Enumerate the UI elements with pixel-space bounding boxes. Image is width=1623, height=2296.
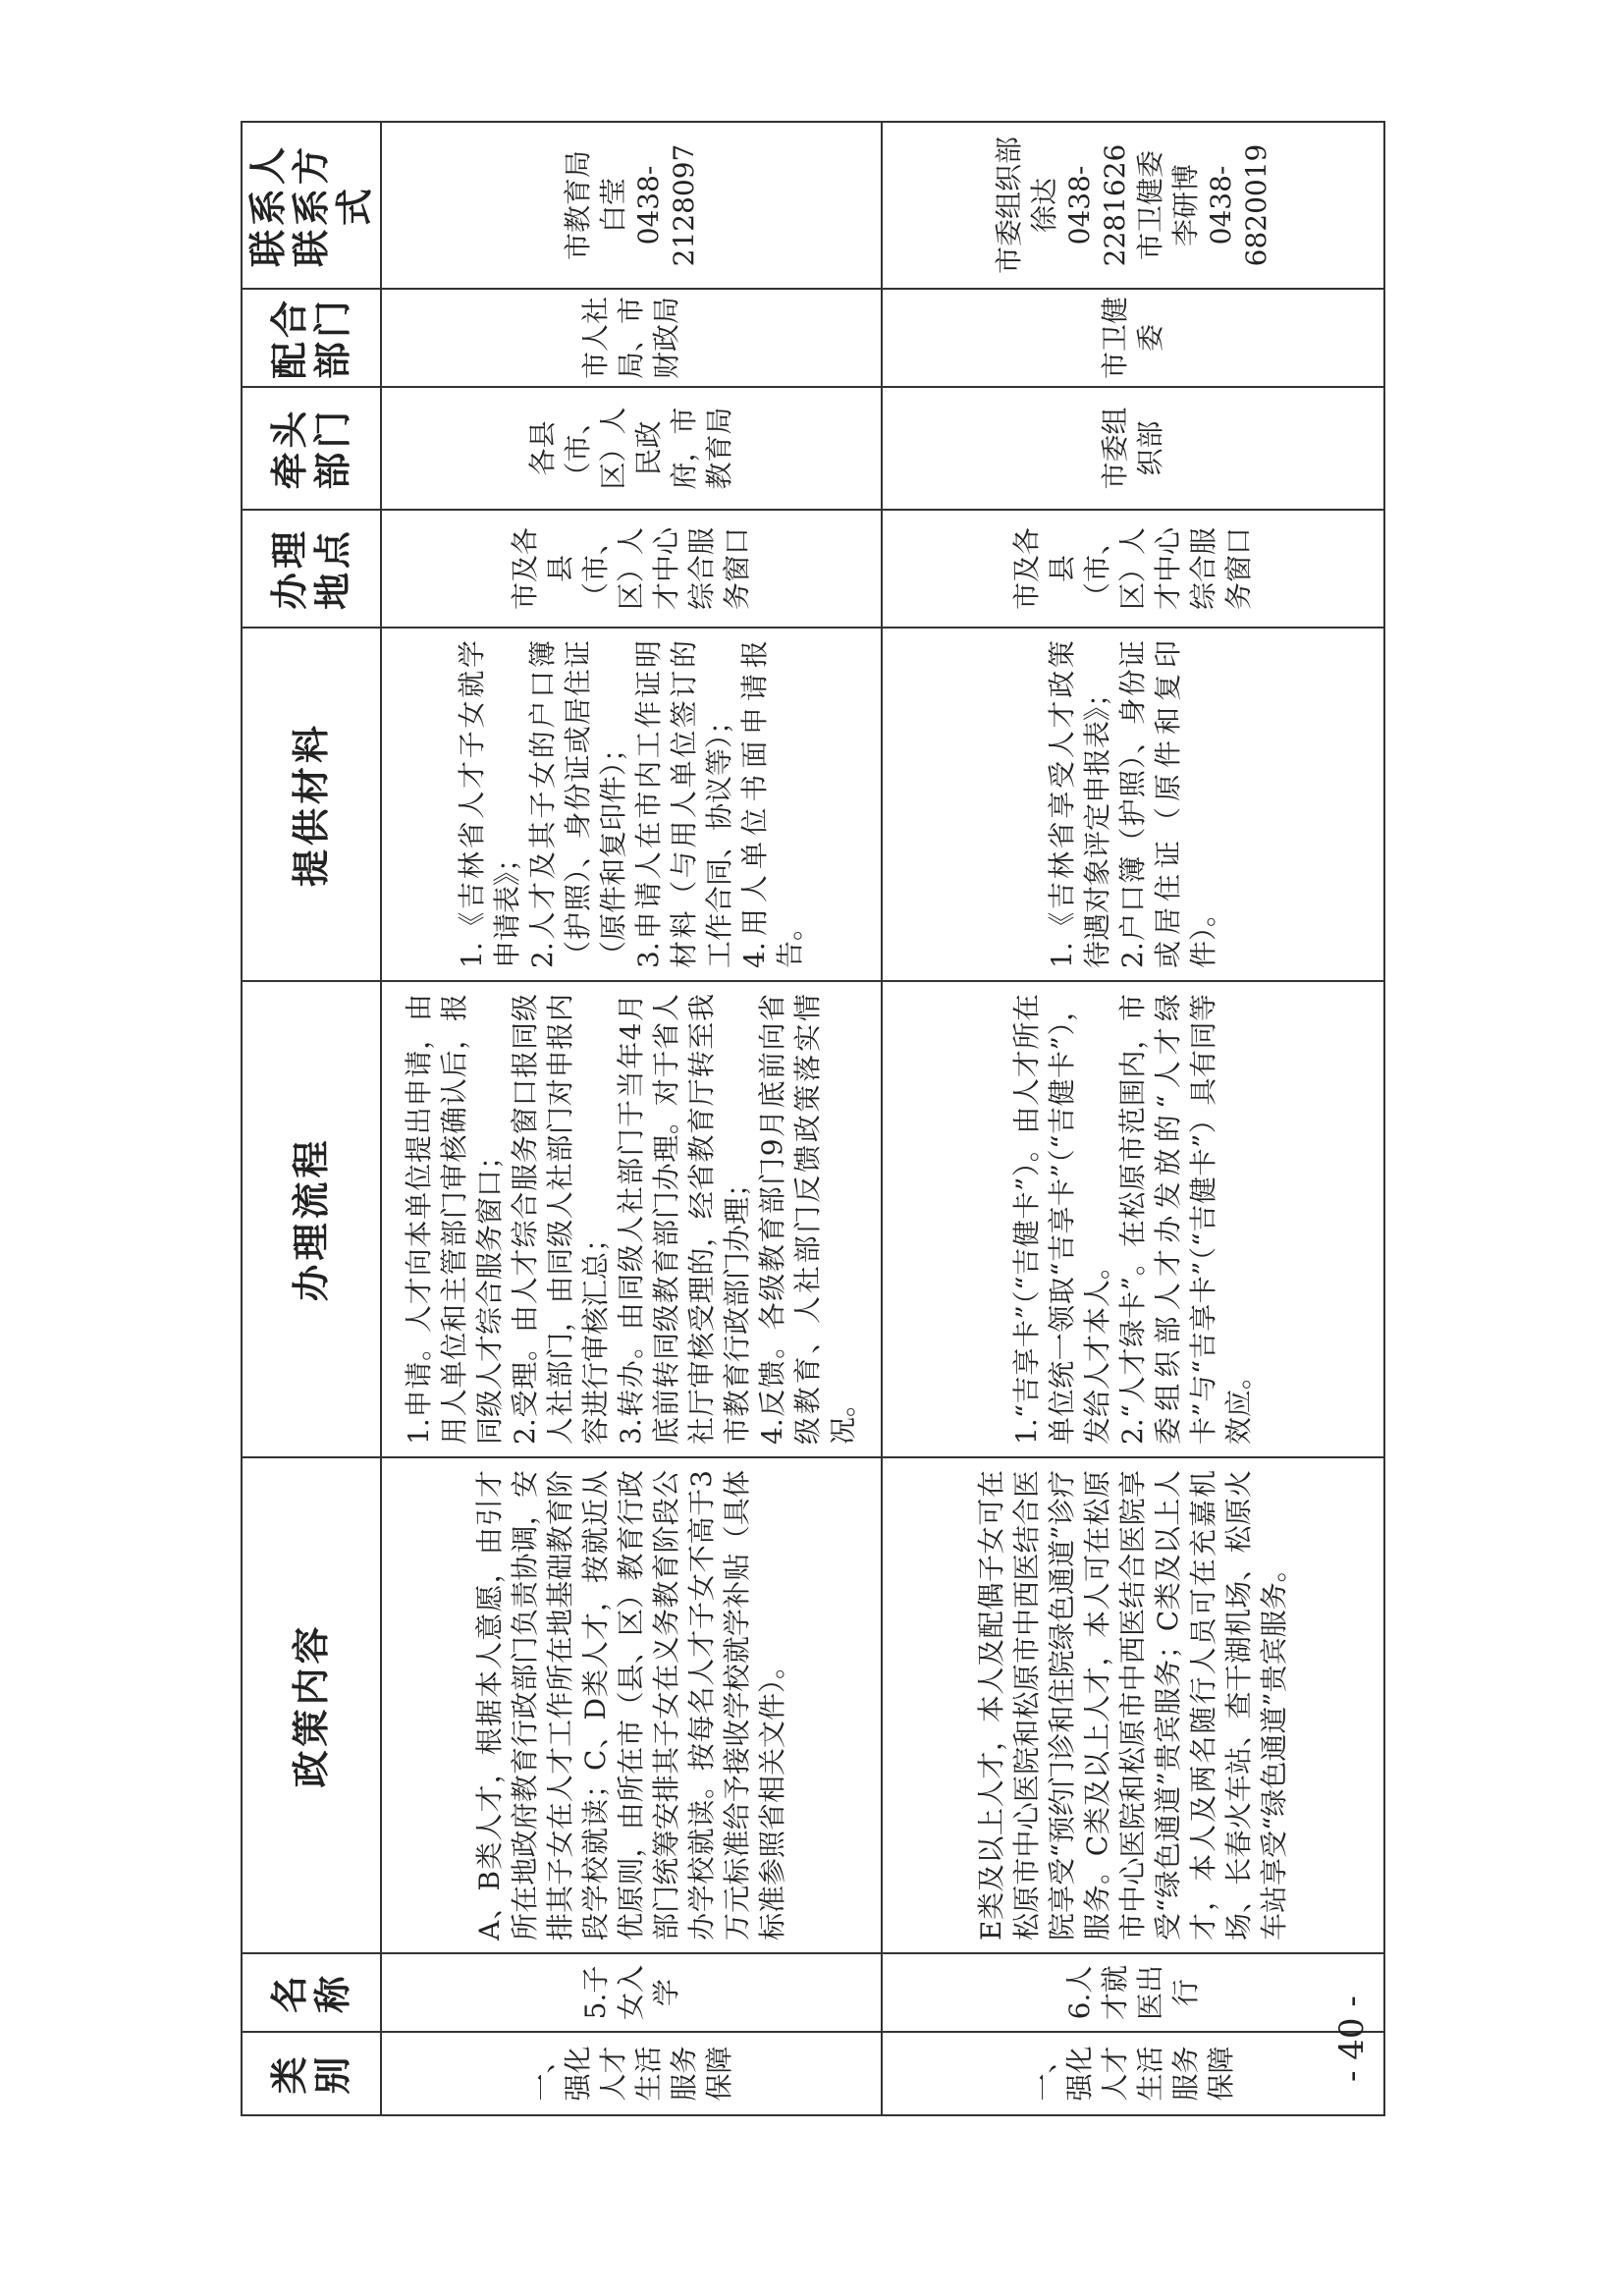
contact-line: 市卫健委 [1134,150,1166,261]
header-category: 类别 [242,2032,381,2115]
row-lead-dept: 市委组织部 [882,387,1384,510]
contact-line: 李研博 [1169,164,1202,247]
row-process [882,981,1384,1457]
contact-line: 徐达 [1028,178,1060,234]
rotated-page-content [241,137,1330,2116]
process-step: 1.申请。人才向本单位提出申请，由用人单位和主管部门审核确认后，报同级人才综合服务窗口； [403,994,506,1445]
process-step: 4.反馈。各级教育部门9月底前向省级教育、人社部门反馈政策落实情况。 [756,994,859,1445]
row-name: 6.人才就医出行 [882,1953,1384,2032]
material-item: 2.人才及其子女的户口簿（护照）、身份证或居住证（原件和复印件）； [526,640,629,968]
row-name: 5.子女入学 [381,1953,882,2032]
header-process: 办理流程 [242,981,381,1457]
contact-line: 白莹 [597,178,629,234]
row-policy: E类及以上人才，本人及配偶子女可在松原市中心医院和松原市中西医结合医院享受“预约门诊和住院绿色通道”诊疗服务。C类及以上人才，本人可在松原市中心医院和松原市中西医结合医院享受“绿色通道”贵宾服务；C类及以上人才，本人及两名随行人员可在充嘉机场、长春火车站、查干湖机场、松原火车站享受“绿色通道”贵宾服务。 [882,1457,1384,1953]
table-header-row [242,122,381,2115]
header-materials: 提供材料 [242,628,381,981]
row-materials [882,628,1384,981]
contact-line: 2128097 [668,143,700,267]
contact-line: 0438- [1205,165,1237,246]
row-category: 一、强化人才生活服务保障 [381,2032,882,2115]
page-number: - 40 - [1332,1995,1372,2082]
row-policy: A、B类人才，根据本人意愿，由引才所在地政府教育行政部门负责协调，安排其子女在人才工作所在地基础教育阶段学校就读；C、D类人才，按就近从优原则，由所在市（县、区）教育行政部门统筹安排其子女在义务教育阶段公办学校就读。按每名人才子女不高于3万元标准给予接收学校就学补贴（具体标准参照省相关文件）。 [381,1457,882,1953]
material-item: 1.《吉林省人才子女就学申请表》； [456,640,523,968]
row-materials [381,628,882,981]
row-location: 市及各县（市、区）人才中心综合服务窗口 [381,510,882,628]
material-item: 1.《吉林省享受人才政策待遇对象评定申报表》； [1046,640,1113,968]
material-item: 3.申请人在市内工作证明材料（与用人单位签订的工作合同、协议等）； [632,640,735,968]
row-contact [381,122,882,289]
material-item: 2.户口簿（护照）、身份证或居住证（原件和复印件）。 [1116,640,1219,968]
row-coop-dept: 市人社局、市财政局 [381,289,882,387]
process-step: 2.“人才绿卡”。在松原市范围内，市委组织部人才办发放的“人才绿卡”与“吉享卡”（“吉健卡”）具有同等效应。 [1116,994,1255,1445]
contact-line: 市教育局 [562,150,594,261]
process-step: 3.转办。由同级人社部门于当年4月底前转同级教育部门办理。对于省人社厅审核受理的，经省教育厅转至我市教育行政部门办理； [615,994,753,1445]
row-location: 市及各县（市、区）人才中心综合服务窗口 [882,510,1384,628]
row-category: 一、强化人才生活服务保障 [882,2032,1384,2115]
header-lead-dept: 牵头部门 [242,387,381,510]
process-step: 2.受理。由人才综合服务窗口报同级人社部门，由同级人社部门对申报内容进行审核汇总； [509,994,612,1445]
header-policy: 政策内容 [242,1457,381,1953]
row-contact [882,122,1384,289]
row-coop-dept: 市卫健委 [882,289,1384,387]
header-coop-dept: 配合部门 [242,289,381,387]
process-step: 1.“吉享卡”（“吉健卡”）。由人才所在单位统一领取“吉享卡”（“吉健卡”），发给人才本人。 [1010,994,1113,1445]
table-row [381,122,882,2115]
contact-line: 0438- [1063,165,1096,246]
contact-line: 0438- [632,165,665,246]
contact-line: 市委组织部 [993,137,1025,275]
table-row [882,122,1384,2115]
contact-line: 6820019 [1240,143,1272,267]
header-name: 名称 [242,1953,381,2032]
row-lead-dept: 各县（市、区）人民政府，市教育局 [381,387,882,510]
header-contact: 联系人联系方式 [242,122,381,289]
row-process [381,981,882,1457]
policy-table [241,121,1385,2116]
header-location: 办理地点 [242,510,381,628]
material-item: 4.用人单位书面申请报告。 [738,640,806,968]
contact-line: 2281626 [1099,143,1131,267]
